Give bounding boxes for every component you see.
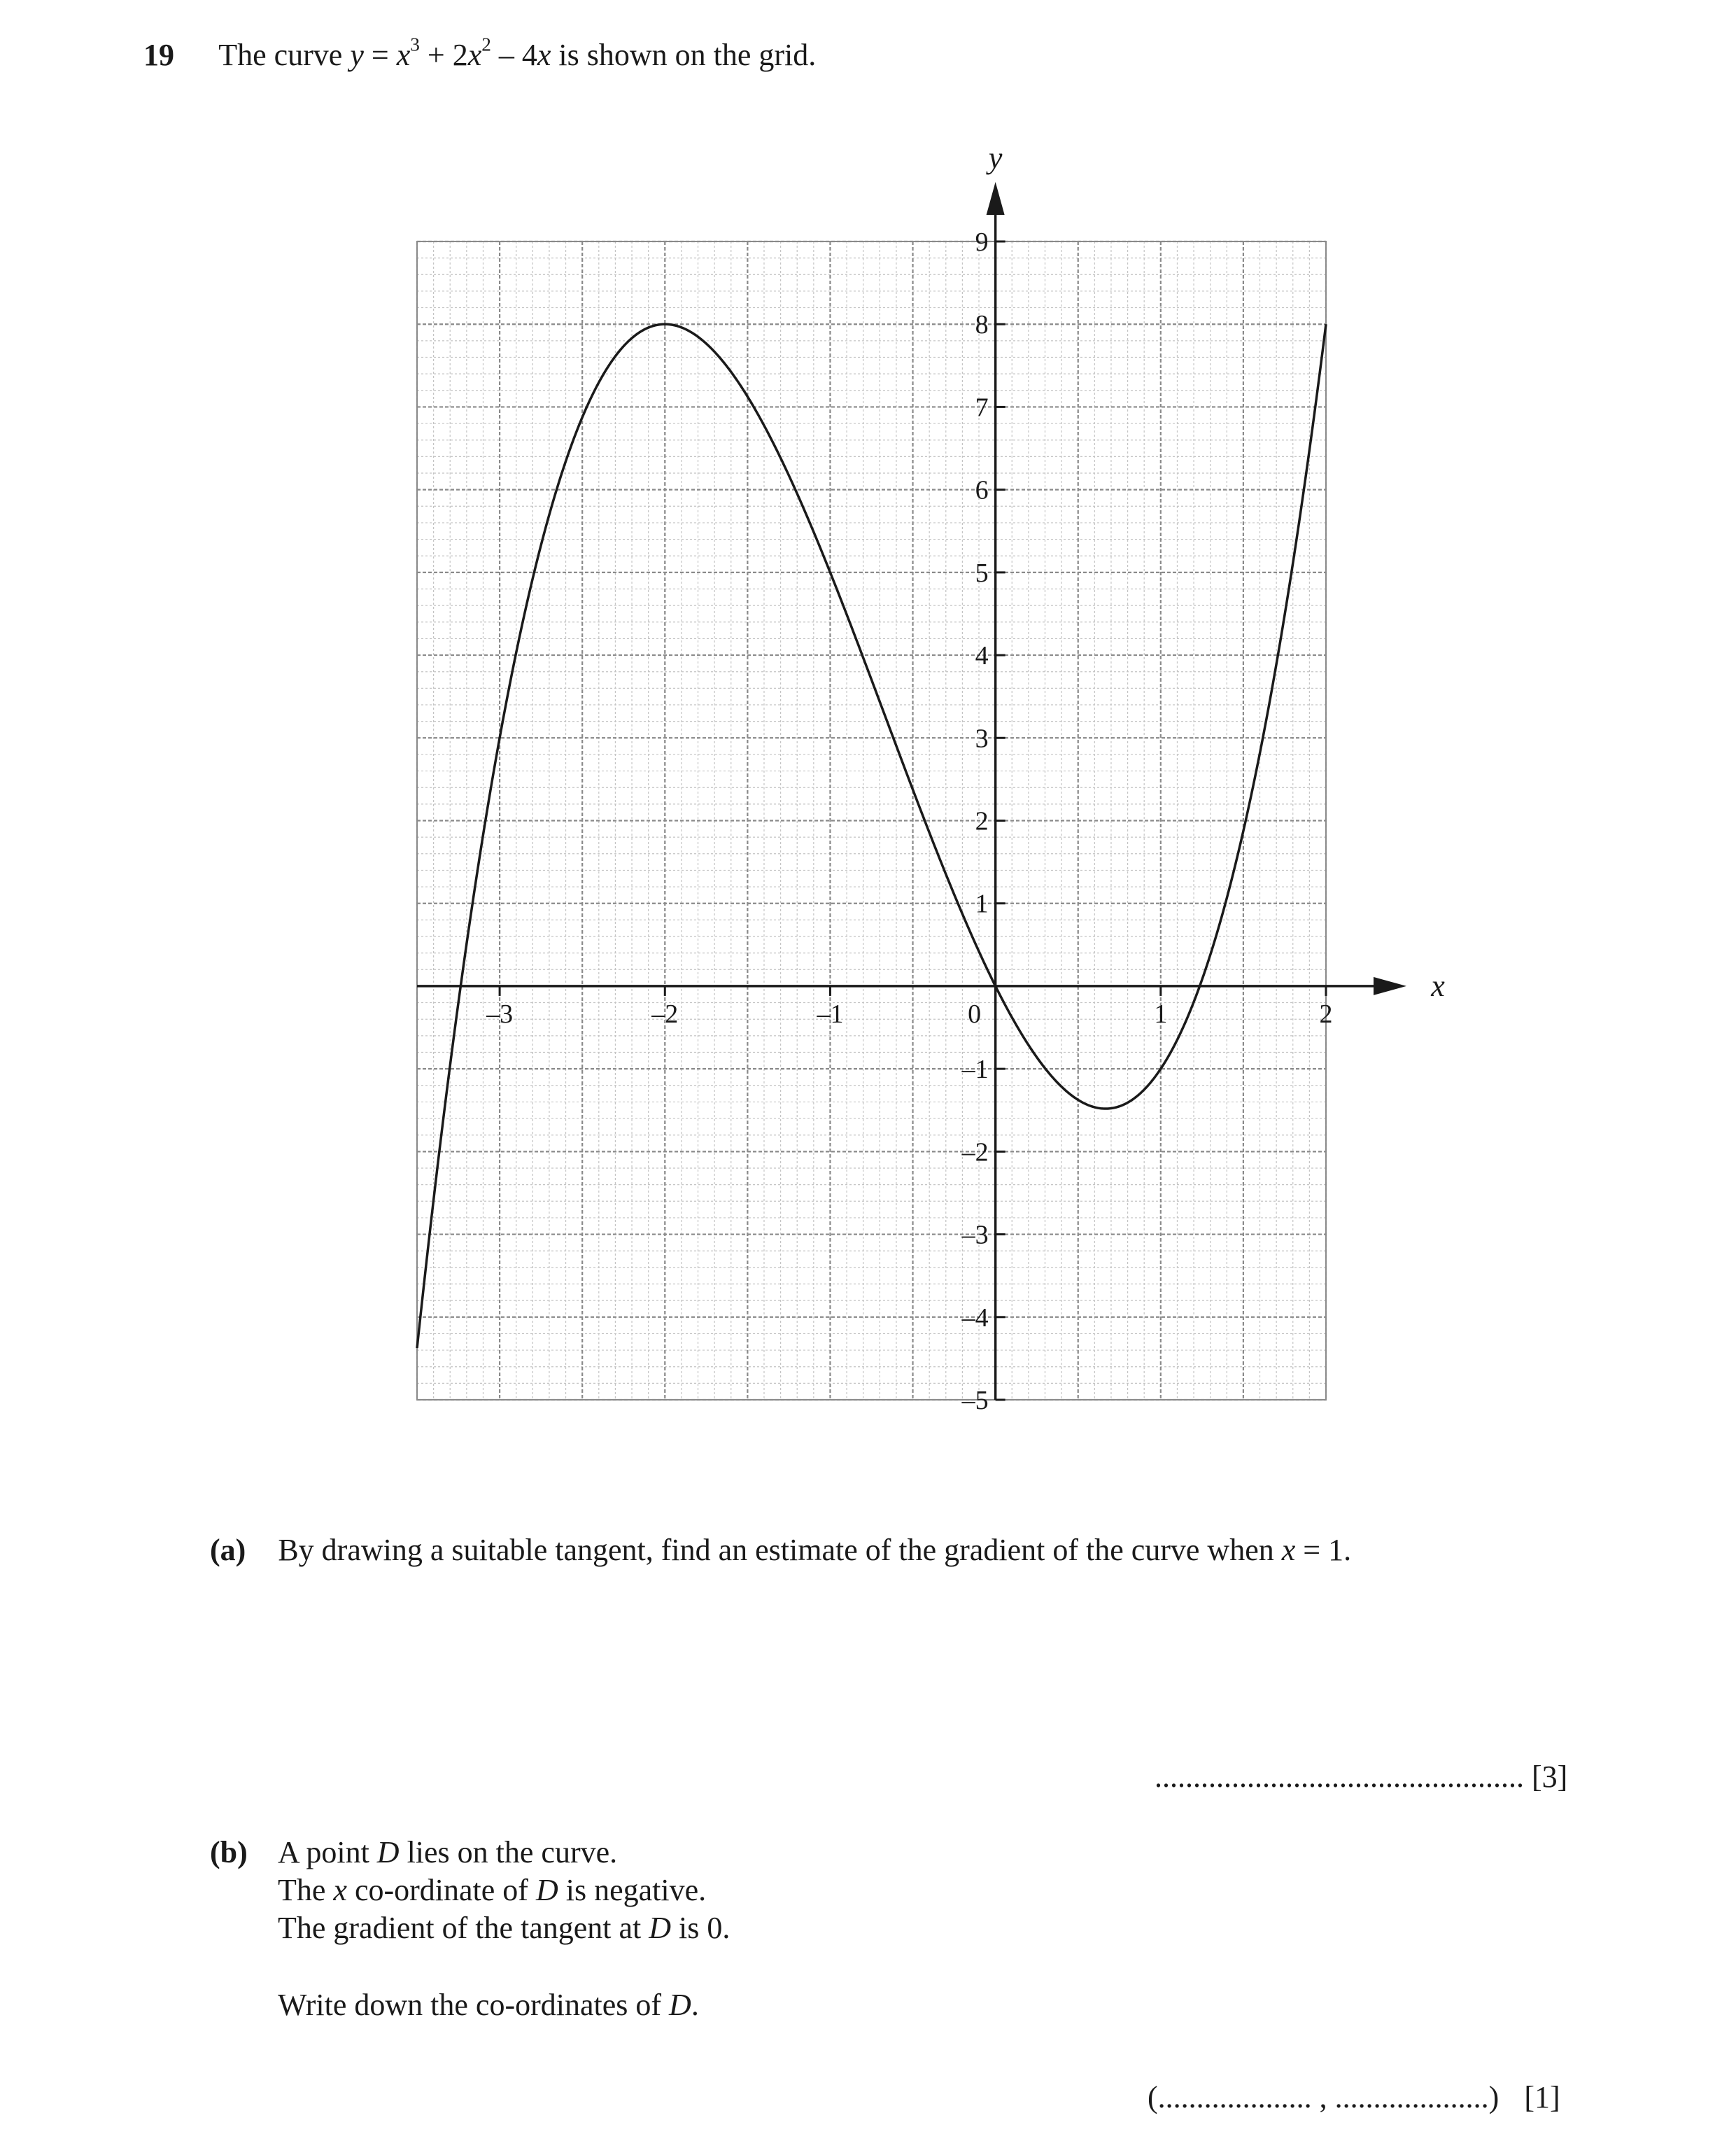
y-tick-label: 2 xyxy=(975,806,989,836)
part-b-answer-close: ) xyxy=(1488,2080,1499,2114)
equation-exp2: 2 xyxy=(481,34,491,55)
part-b-answer-y-field[interactable]: .................... xyxy=(1334,2080,1489,2114)
part-b-line1-var: D xyxy=(376,1835,400,1869)
y-tick-label: 5 xyxy=(975,558,989,588)
equation-y: y xyxy=(350,38,364,72)
part-a-answer xyxy=(1155,1758,1567,1796)
part-b-line3 xyxy=(278,1909,730,1947)
equation-plus: + 2 xyxy=(419,38,468,72)
y-tick-label: 3 xyxy=(975,724,989,754)
x-tick-label: –3 xyxy=(486,999,514,1029)
part-a-label: (a) xyxy=(210,1533,246,1567)
equation-exp1: 3 xyxy=(410,34,420,55)
y-tick-label: –5 xyxy=(961,1386,989,1415)
equation-minus: – 4 xyxy=(491,38,537,72)
part-b-line4-prefix: Write down the co-ordinates of xyxy=(278,1988,670,2022)
x-axis-label: x xyxy=(1431,968,1445,1003)
equation-x2: x xyxy=(467,38,482,72)
question-number: 19 xyxy=(143,38,174,72)
y-tick-label: 7 xyxy=(975,393,989,423)
curve-layer xyxy=(417,324,1326,1348)
x-tick-label: 2 xyxy=(1319,999,1333,1029)
tick-labels xyxy=(486,141,1445,1415)
part-a xyxy=(210,1531,1351,1569)
equation-eq: = xyxy=(363,38,397,72)
x-tick-label: 0 xyxy=(968,999,982,1029)
part-b-answer-comma: , xyxy=(1311,2080,1335,2114)
grid-major-lines xyxy=(417,241,1326,1400)
y-tick-label: –3 xyxy=(961,1220,989,1250)
y-tick-label: 8 xyxy=(975,310,989,340)
part-b-line2-mid: co-ordinate of xyxy=(346,1873,536,1907)
part-b-line2-var2: D xyxy=(535,1873,558,1907)
question-intro-suffix: is shown on the grid. xyxy=(551,38,817,72)
part-a-text-prefix: By drawing a suitable tangent, find an estimate of the gradient of the curve when xyxy=(278,1533,1282,1567)
part-b-line3-suffix: is 0. xyxy=(671,1911,731,1945)
x-tick-label: 1 xyxy=(1154,999,1168,1029)
part-b-line2 xyxy=(278,1872,706,1909)
part-b-line4-suffix: . xyxy=(691,1988,699,2022)
part-b-line1 xyxy=(278,1834,617,1872)
part-b-line2-var1: x xyxy=(333,1873,347,1907)
y-tick-label: –2 xyxy=(961,1137,989,1167)
part-b-line1-suffix: lies on the curve. xyxy=(399,1835,618,1869)
part-b-line2-prefix: The xyxy=(278,1873,334,1907)
x-axis-arrow xyxy=(1374,977,1406,995)
part-b-answer-open: ( xyxy=(1148,2080,1158,2114)
y-tick-label: 9 xyxy=(975,227,989,257)
part-b-label: (b) xyxy=(210,1835,248,1869)
y-axis-label: y xyxy=(988,141,1003,175)
curve-line xyxy=(417,324,1326,1348)
part-a-marks: [3] xyxy=(1532,1760,1568,1794)
part-b-line1-prefix: A point xyxy=(278,1835,377,1869)
part-b-label-wrap xyxy=(210,1834,248,1872)
part-b-marks: [1] xyxy=(1524,2080,1560,2114)
question-intro-prefix: The curve xyxy=(218,38,351,72)
y-tick-label: 6 xyxy=(975,475,989,505)
y-tick-label: 1 xyxy=(975,889,989,919)
part-b-answer-x-field[interactable]: .................... xyxy=(1157,2080,1312,2114)
part-b-line3-prefix: The gradient of the tangent at xyxy=(278,1911,649,1945)
y-tick-label: –1 xyxy=(961,1055,989,1085)
part-b-line3-var: D xyxy=(649,1911,672,1945)
x-tick-label: –2 xyxy=(651,999,679,1029)
y-axis-arrow xyxy=(987,182,1005,215)
part-a-var: x xyxy=(1281,1533,1296,1567)
equation-x3: x xyxy=(537,38,551,72)
equation-x1: x xyxy=(396,38,411,72)
part-a-answer-line[interactable]: ................................................ xyxy=(1155,1760,1524,1794)
y-tick-label: 4 xyxy=(975,641,989,671)
part-b-answer xyxy=(1148,2079,1560,2117)
part-b-line4 xyxy=(278,1986,699,2024)
part-a-text-suffix: = 1. xyxy=(1295,1533,1352,1567)
part-b-line4-var: D xyxy=(669,1988,691,2022)
part-b-line2-suffix: is negative. xyxy=(558,1873,707,1907)
y-tick-label: –4 xyxy=(961,1303,989,1333)
x-tick-label: –1 xyxy=(817,999,844,1029)
